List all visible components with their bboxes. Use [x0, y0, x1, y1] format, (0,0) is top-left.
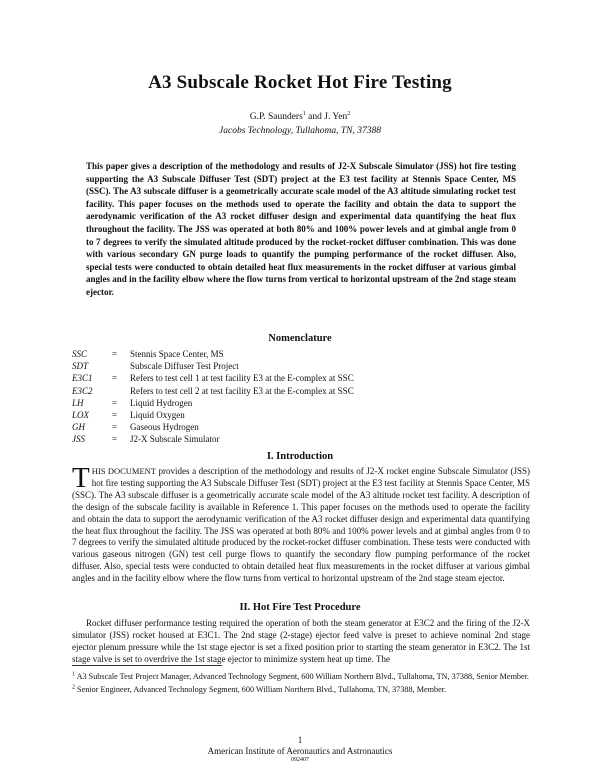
nomenclature-term: E3C2: [72, 385, 93, 396]
section-1-body: [72, 462, 530, 585]
nomenclature-item: [72, 372, 532, 384]
nomenclature-definition: Gaseous Hydrogen: [130, 422, 199, 433]
paper-title: A3 Subscale Rocket Hot Fire Testing: [148, 72, 452, 93]
nomenclature-definition: Subscale Diffuser Test Project: [130, 361, 239, 372]
footnote-mark: 1: [72, 671, 75, 678]
footnote: [72, 684, 530, 695]
nomenclature-equals: =: [112, 410, 118, 421]
author-1-mark: 1: [302, 110, 306, 117]
section-1-heading: I. Introduction: [266, 451, 334, 462]
author-1: G.P. Saunders: [249, 112, 303, 122]
nomenclature-equals: =: [112, 434, 118, 445]
nomenclature-definition: Refers to test cell 2 at test facility E3 at the E-complex at SSC: [130, 385, 354, 396]
nomenclature-definition: J2-X Subscale Simulator: [130, 434, 220, 445]
nomenclature-term: E3C1: [72, 373, 93, 384]
intro-text: provides a description of the methodology and results of J2-X rocket engine Subscale Simulator (JSS) hot fire testing supporting the A3 Subscale Diffuser Test (SDT) project at the E3 test facility at Stennis Space Center, MS (SSC). The A3 subscale diffuser is a geometrically accurate scale model of the A3 altitude rocket test facility. A description of the design of the subscale facility is available in Reference 1. This paper focuses on the methods used to operate the facility and obtain the data to support the aerodynamic verification of the A3 rocket diffuser design and experimental data quantifying the heat flux throughout the facility. The JSS was operated at both 80% and 100% power levels and at gimbal angles from 0 to 7 degrees to verify the simulated altitude produced by the rocket-rocket diffuser combination. These tests were conducted with various gaseous nitrogen (GN) test cell purge flows to quantify the secondary flow pumping performance of the rocket diffuser. Also, special tests were conducted to obtain detailed heat flux measurements in the rocket diffuser at various gimbal angles and in the facility elbow where the flow turns from vertical to horizontal upstream of the 2nd stage steam ejector.: [72, 466, 530, 584]
nomenclature-equals: [112, 385, 130, 397]
nomenclature-equals: [112, 360, 130, 372]
nomenclature-definition: Liquid Oxygen: [130, 410, 185, 421]
author-2: and J. Yen: [305, 112, 348, 122]
footnote-text: A3 Subscale Test Project Manager, Advanced Technology Segment, 600 William Northern Blvd., Tullahoma, TN, 37388, Senior Member.: [75, 672, 529, 681]
section-2-heading: II. Hot Fire Test Procedure: [239, 602, 361, 613]
nomenclature-heading: Nomenclature: [268, 333, 332, 344]
nomenclature-item: [72, 421, 532, 433]
nomenclature-term: SSC: [72, 349, 88, 359]
nomenclature-equals: =: [112, 397, 118, 408]
footnotes: [72, 671, 530, 697]
nomenclature-definition: Liquid Hydrogen: [130, 397, 193, 408]
authors-line: [0, 112, 600, 122]
nomenclature-definition: Stennis Space Center, MS: [130, 349, 224, 359]
nomenclature-item: [72, 397, 532, 409]
nomenclature-term: LOX: [72, 410, 90, 421]
footnote-text: Senior Engineer, Advanced Technology Segment, 600 William Northern Blvd., Tullahoma, TN, 37388, Member.: [75, 685, 447, 694]
author-2-mark: 2: [347, 110, 351, 117]
intro-lead-words: HIS DOCUMENT: [91, 466, 156, 476]
nomenclature-equals: =: [112, 422, 118, 433]
drop-cap: T: [72, 462, 90, 494]
footnote: [72, 671, 530, 682]
section-2-body: Rocket diffuser performance testing required the operation of both the steam generator at E3C2 and the firing of the J2-X simulator (JSS) rocket housed at E3C1. The 2nd stage (2-stage) ejector feed valve is preset to achieve nominal 2nd stage ejector plenum pressure while the 1st stage ejector is set a fixed position prior to starting the steam generator in E3C2. The 1st stage valve is set to overdrive the 1st stage ejector to minimize system heat up time. The: [72, 618, 530, 664]
footnote-mark: 2: [72, 684, 75, 691]
nomenclature-term: GH: [72, 422, 85, 433]
nomenclature-term: LH: [72, 397, 84, 408]
nomenclature-list: [72, 348, 532, 446]
footnote-rule: [72, 665, 222, 666]
nomenclature-term: SDT: [72, 361, 89, 372]
nomenclature-definition: Refers to test cell 1 at test facility E3 at the E-complex at SSC: [130, 373, 354, 384]
abstract: This paper gives a description of the methodology and results of J2-X Subscale Simulator (JSS) hot fire testing supporting the A3 Subscale Diffuser Test (SDT) project at the E3 test facility at Stennis Space Center, MS (SSC). The A3 subscale diffuser is a geometrically accurate scale model of the A3 altitude simulating rocket test facility. This paper focuses on the methods used to operate the facility and obtain the data to support the aerodynamic verification of the A3 rocket diffuser design and experimental data quantifying the heat flux throughout the facility. The JSS was operated at both 80% and 100% power levels and at gimbal angle from 0 to 7 degrees to verify the simulated altitude produced by the rocket-rocket diffuser combination. This was done with various secondary GN purge loads to quantify the pumping performance of the rocket diffuser. Also, special tests were conducted to obtain detailed heat flux measurements in the rocket diffuser at various gimbal angles and in the facility elbow where the flow turns from vertical to horizontal upstream of the 2nd stage steam ejector.: [86, 161, 516, 297]
document-code: 092407: [291, 757, 309, 763]
nomenclature-item: [72, 409, 532, 421]
publisher-footer: American Institute of Aeronautics and Astronautics: [207, 746, 393, 756]
nomenclature-equals: =: [112, 373, 118, 384]
nomenclature-item: [72, 360, 532, 372]
nomenclature-item: [72, 433, 532, 445]
nomenclature-item: [72, 385, 532, 397]
nomenclature-term: JSS: [72, 434, 85, 445]
nomenclature-item: [72, 348, 532, 360]
nomenclature-equals: =: [112, 349, 118, 359]
affiliation: Jacobs Technology, Tullahoma, TN, 37388: [219, 126, 381, 136]
page-number: 1: [297, 735, 303, 745]
